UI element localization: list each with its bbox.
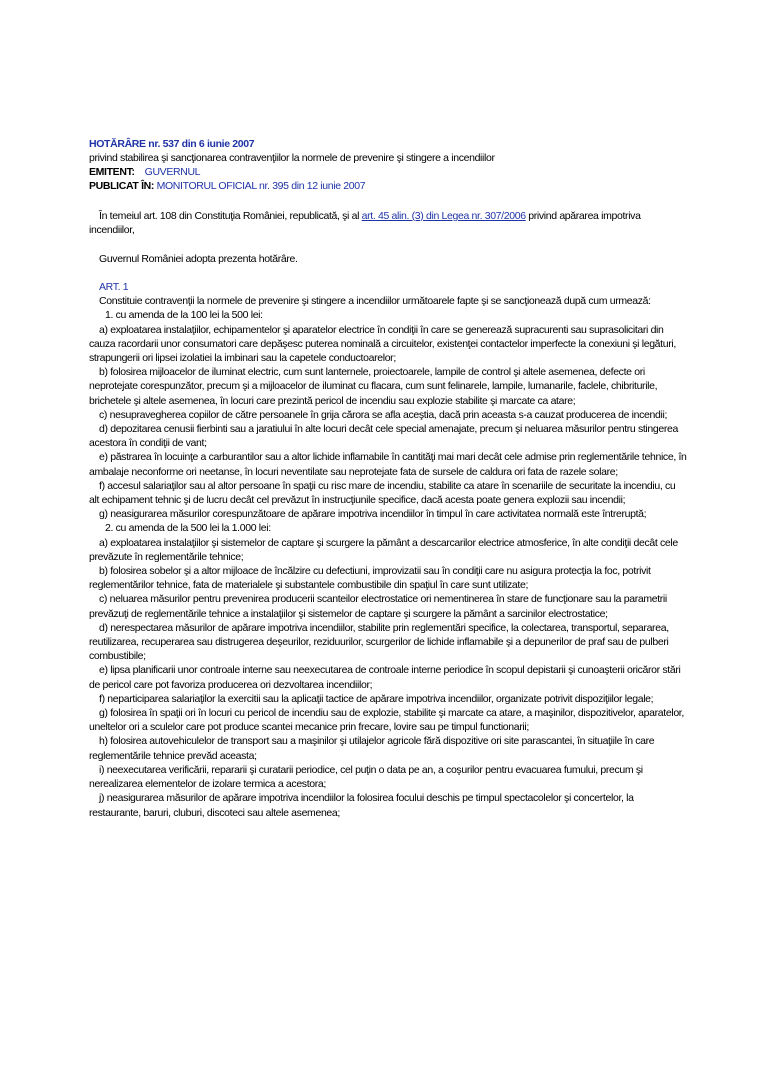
offence-item: g) folosirea în spaţii ori în locuri cu pericol de incendiu sau de explozie, stabilite şi marcate ca atare, a maşinilor, dispozitivelor, aparatelor, uneltelor ori a sculelor care pot produce scantei mecanice prin frecare, lovire sau pe timpul functionarii; <box>89 707 684 734</box>
offence-item: a) exploatarea instalaţiilor şi sistemelor de captare şi scurgere la pământ a descarcarilor electrice atmosferice, în alte condiţii decât cele prevăzute în reglementările tehnice; <box>89 536 678 563</box>
document-body <box>89 209 688 820</box>
article-lead: Constituie contravenţii la normele de prevenire şi stingere a incendiilor următoarele fapte şi se sancţionează după cum urmează: <box>99 295 651 308</box>
document-header <box>89 137 688 193</box>
tier-1-offences <box>89 323 688 522</box>
offence-item: f) neparticiparea salariaţilor la exercitii sau la aplicaţii tactice de apărare impotriva incendiilor, organizate potrivit dispoziţiilor legale; <box>99 692 654 705</box>
adoption-paragraph: Guvernul României adopta prezenta hotărâre. <box>99 252 298 265</box>
document-title: HOTĂRÂRE nr. 537 din 6 iunie 2007 <box>89 138 255 150</box>
law-reference-link[interactable]: art. 45 alin. (3) din Legea nr. 307/2006 <box>361 210 526 222</box>
publicat-value[interactable]: MONITORUL OFICIAL nr. 395 din 12 iunie 2007 <box>156 180 366 192</box>
offence-item: h) folosirea autovehiculelor de transport sau a maşinilor şi utilajelor agricole fără dispozitive ori site parascantei, în situaţiile în care reglementările tehnice prevăd aceasta; <box>89 735 655 762</box>
offence-item: a) exploatarea instalaţiilor, echipamentelor şi aparatelor electrice în condiţii în care se generează supracurenti sau suprasolicitari din cauza racordarii unor consumatori care depăşesc puterea nominală a circuitelor, existenţei contactelor imperfecte la conexiuni şi legături, strapungerii ori lipsei izolatiei la imbinari sau la capetele conductoarelor; <box>89 323 676 364</box>
intro-text-end: privind apărarea impotriva incendiilor, <box>89 210 641 237</box>
offence-item: c) nesupravegherea copiilor de către persoanele în grija cărora se afla aceştia, dacă prin aceasta s-a cauzat producerea de incendii; <box>99 408 668 421</box>
offence-item: b) folosirea mijloacelor de iluminat electric, cum sunt lanternele, proiectoarele, lampile de control şi altele asemenea, defecte ori neprotejate corespunzător, precum şi a mijloacelor de iluminat cu flacara, cum sunt felinarele, lampile, lumanarile, faclele, chibriturile, brichetele şi altele asemenea, în locuri care prezintă pericol de incendiu sau explozie stabilite şi marcate ca atare; <box>89 366 658 407</box>
offence-item: b) folosirea sobelor şi a altor mijloace de încălzire cu defectiuni, improvizatii sau în condiţii care nu asigura protecţia la foc, potrivit reglementărilor tehnice, fata de materialele şi substantele combustibile din spaţiul în care sunt utilizate; <box>89 565 651 592</box>
offence-item: i) neexecutarea verificării, repararii şi curatarii periodice, cel puţin o data pe an, a coşurilor pentru evacuarea fumului, precum şi nerealizarea elementelor de izolare termica a acestora; <box>89 763 643 791</box>
offence-item: g) neasigurarea măsurilor corespunzătoare de apărare impotriva incendiilor în timpul în care activitatea normală este întreruptă; <box>99 508 647 521</box>
offence-item: d) depozitarea cenusii fierbinti sau a jaratiului în alte locuri decât cele special amenajate, precum şi neluarea măsurilor pentru stingerea acestora în condiţii de vant; <box>89 423 679 450</box>
offence-item: f) accesul salariaţilor sau al altor persoane în spaţii cu risc mare de incendiu, stabilite ca atare în scenariile de securitate la incendiu, cu alt echipament tehnic şi de lucru decât cel prevăzut în instrucţiunile specifice, dacă acesta poate genera explozii sau incendii; <box>89 479 676 507</box>
spacer <box>89 266 688 280</box>
intro-text-start: În temeiul art. 108 din Constituţia României, republicată, şi al <box>99 210 362 222</box>
publicat-label: PUBLICAT ÎN: <box>89 180 155 192</box>
amount-tier-2: 2. cu amenda de la 500 lei la 1.000 lei: <box>105 522 271 535</box>
offence-item: e) păstrarea în locuinţe a carburantilor sau a altor lichide inflamabile în cantităţi mai mari decât cele admise prin reglementările tehnice, în ambalaje neconforme ori neetanse, în locuri neventilate sau neprotejate fata de sursele de caldura ori fata de razele solare; <box>89 451 687 478</box>
spacer <box>89 237 688 251</box>
emitent-value[interactable]: GUVERNUL <box>144 166 201 178</box>
document-subtitle: privind stabilirea şi sancţionarea contravenţiilor la normele de prevenire şi stingere a incendiilor <box>89 152 495 164</box>
offence-item: d) nerespectarea măsurilor de apărare impotriva incendiilor, stabilite prin reglementări specifice, la colectarea, transportul, separarea, reutilizarea, recuperarea sau distrugerea deşeurilor, reziduurilor, scurgerilor de lichide inflamabile şi a depunerilor de praf sau de pulberi combustibile; <box>89 621 669 663</box>
article-heading[interactable]: ART. 1 <box>99 280 129 293</box>
offence-item: c) neluarea măsurilor pentru prevenirea producerii scanteilor electrostatice ori nementinerea în stare de funcţionare sau la parametrii prevăzuţi de reglementările tehnice a instalaţiilor şi sistemelor de captare şi scurgere la pământ a sarcinilor electrostatice; <box>89 593 667 620</box>
emitent-line <box>89 165 688 179</box>
emitent-label: EMITENT: <box>89 166 135 178</box>
tier-2-offences <box>89 536 688 820</box>
offence-item: j) neasigurarea măsurilor de apărare impotriva incendiilor la folosirea focului deschis pe timpul spectacolelor şi concertelor, la restaurante, baruri, cluburi, discoteci sau altele asemenea; <box>89 792 634 819</box>
publicat-line <box>89 179 688 193</box>
intro-paragraph <box>89 209 688 237</box>
offence-item: e) lipsa planificarii unor controale interne sau neexecutarea de controale interne periodice în scopul depistarii şi cunoaşterii oricăror stări de pericol care pot favoriza producerea ori dezvoltarea incendiilor; <box>89 664 681 691</box>
amount-tier-1: 1. cu amenda de la 100 lei la 500 lei: <box>105 309 263 322</box>
